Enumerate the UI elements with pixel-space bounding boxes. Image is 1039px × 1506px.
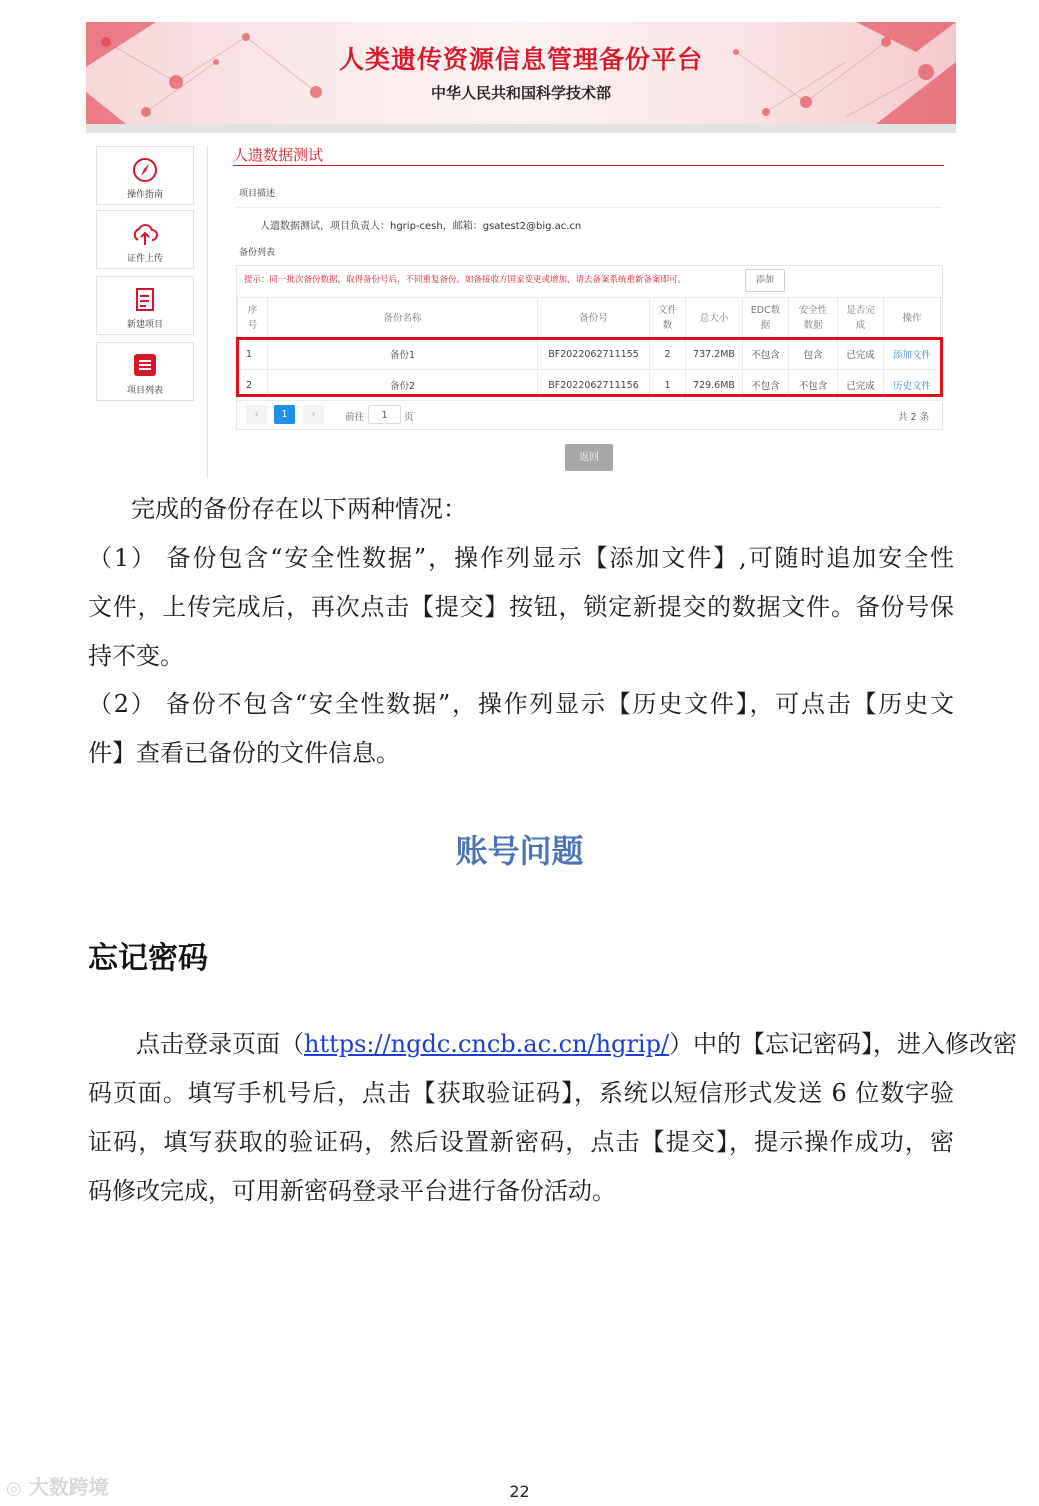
line-prefix: 点击登录页面（ — [136, 1030, 304, 1058]
tip-text: 提示：同一批次备份数据，取得备份号后，不同重复备份。如备接收方国家变更或增加，请去备案系统重新备案即可。 — [244, 275, 687, 285]
sidebar-item-new-project[interactable] — [96, 276, 194, 335]
col-header: 文件数 — [650, 298, 686, 339]
watermark — [6, 1471, 109, 1500]
paragraph-intro: 完成的备份存在以下两种情况： — [131, 495, 467, 523]
cell-size: 737.2MB — [686, 339, 743, 370]
list-icon — [130, 352, 160, 380]
col-header: 序号 — [238, 298, 268, 339]
sidebar-item-upload[interactable] — [96, 210, 194, 269]
sidebar-item-guide[interactable] — [96, 146, 194, 205]
col-header: 备份号 — [538, 298, 650, 339]
cell-name: 备份1 — [268, 339, 538, 370]
login-page-link[interactable]: https://ngdc.cncb.ac.cn/hgrip/ — [304, 1030, 670, 1058]
backup-list-label: 备份列表 — [239, 248, 276, 258]
page-unit: 页 — [404, 412, 414, 423]
sidebar-divider — [207, 146, 208, 478]
compass-icon — [130, 156, 160, 184]
sidebar-item-label: 项目列表 — [126, 386, 163, 396]
sidebar-item-label: 新建项目 — [126, 320, 163, 330]
forgot-password-line-1 — [136, 1024, 1018, 1059]
title-underline — [233, 165, 944, 166]
history-file-link[interactable]: 历史文件 — [884, 370, 941, 401]
case-1-line-1: （1） 备份包含“安全性数据”，操作列显示【添加文件】,可随时追加安全性 — [88, 544, 954, 572]
col-header: 操作 — [884, 298, 941, 339]
cell-index: 2 — [238, 370, 268, 401]
next-page-button[interactable]: › — [303, 405, 324, 424]
banner-subtitle: 中华人民共和国科学技术部 — [430, 84, 611, 102]
cell-safety: 不包含 — [789, 370, 838, 401]
banner-bar — [86, 124, 956, 133]
case-2-line-1: （2） 备份不包含“安全性数据”，操作列显示【历史文件】，可点击【历史文 — [88, 690, 954, 718]
case-1-line-3: 持不变。 — [88, 642, 184, 670]
desc-label: 项目描述 — [239, 189, 276, 199]
line-suffix: ）中的【忘记密码】，进入修改密 — [669, 1030, 1018, 1058]
table-header-row — [238, 298, 941, 339]
cell-status: 已完成 — [838, 339, 884, 370]
goto-page-input[interactable]: 1 — [368, 405, 401, 424]
highlight-frame — [236, 337, 943, 397]
project-description: 人遗数据测试，项目负责人：hgrip-cesh，邮箱：gsatest2@big.ac.cn — [260, 221, 582, 232]
col-header: 安全性数据 — [789, 298, 838, 339]
sidebar-item-project-list[interactable] — [96, 342, 194, 401]
total-count: 共 2 条 — [898, 412, 930, 423]
cell-backup-id: BF2022062711155 — [538, 339, 650, 370]
case-2-line-2: 件】查看已备份的文件信息。 — [88, 739, 400, 767]
cell-file-count: 1 — [650, 370, 686, 401]
prev-page-button[interactable]: ‹ — [246, 405, 267, 424]
banner-title: 人类遗传资源信息管理备份平台 — [338, 45, 703, 74]
sidebar-item-label: 证件上传 — [126, 254, 163, 264]
sidebar-item-label: 操作指南 — [126, 190, 163, 200]
watermark-text: 大数跨境 — [28, 1475, 109, 1499]
subheading: 忘记密码 — [88, 941, 208, 976]
cell-file-count: 2 — [650, 339, 686, 370]
page-number: 22 — [509, 1482, 530, 1501]
col-header: EDC数据 — [743, 298, 789, 339]
cell-edc: 不包含 — [743, 370, 789, 401]
forgot-password-line-4: 码修改完成，可用新密码登录平台进行备份活动。 — [88, 1177, 616, 1205]
cloud-upload-icon — [130, 220, 160, 248]
goto-label: 前往 — [345, 412, 365, 423]
page-title: 人遗数据测试 — [233, 146, 324, 164]
cell-size: 729.6MB — [686, 370, 743, 401]
case-1-line-2: 文件，上传完成后，再次点击【提交】按钮，锁定新提交的数据文件。备份号保 — [88, 593, 954, 621]
new-document-icon — [130, 286, 160, 314]
cell-safety: 包含 — [789, 339, 838, 370]
col-header: 备份名称 — [268, 298, 538, 339]
forgot-password-line-2: 码页面。填写手机号后，点击【获取验证码】，系统以短信形式发送 6 位数字验 — [88, 1079, 954, 1107]
back-button[interactable]: 返回 — [565, 444, 613, 471]
cell-index: 1 — [238, 339, 268, 370]
cell-backup-id: BF2022062711156 — [538, 370, 650, 401]
col-header: 是否完成 — [838, 298, 884, 339]
forgot-password-line-3: 证码，填写获取的验证码，然后设置新密码，点击【提交】，提示操作成功，密 — [88, 1128, 954, 1156]
col-header: 总大小 — [686, 298, 743, 339]
watermark-logo-icon: ◎ — [6, 1478, 22, 1499]
section-heading: 账号问题 — [455, 832, 584, 870]
cell-edc: 不包含 — [743, 339, 789, 370]
add-file-link[interactable]: 添加文件 — [884, 339, 941, 370]
cell-status: 已完成 — [838, 370, 884, 401]
current-page[interactable]: 1 — [274, 405, 295, 424]
platform-banner — [86, 22, 956, 124]
add-button[interactable]: 添加 — [745, 269, 785, 292]
cell-name: 备份2 — [268, 370, 538, 401]
